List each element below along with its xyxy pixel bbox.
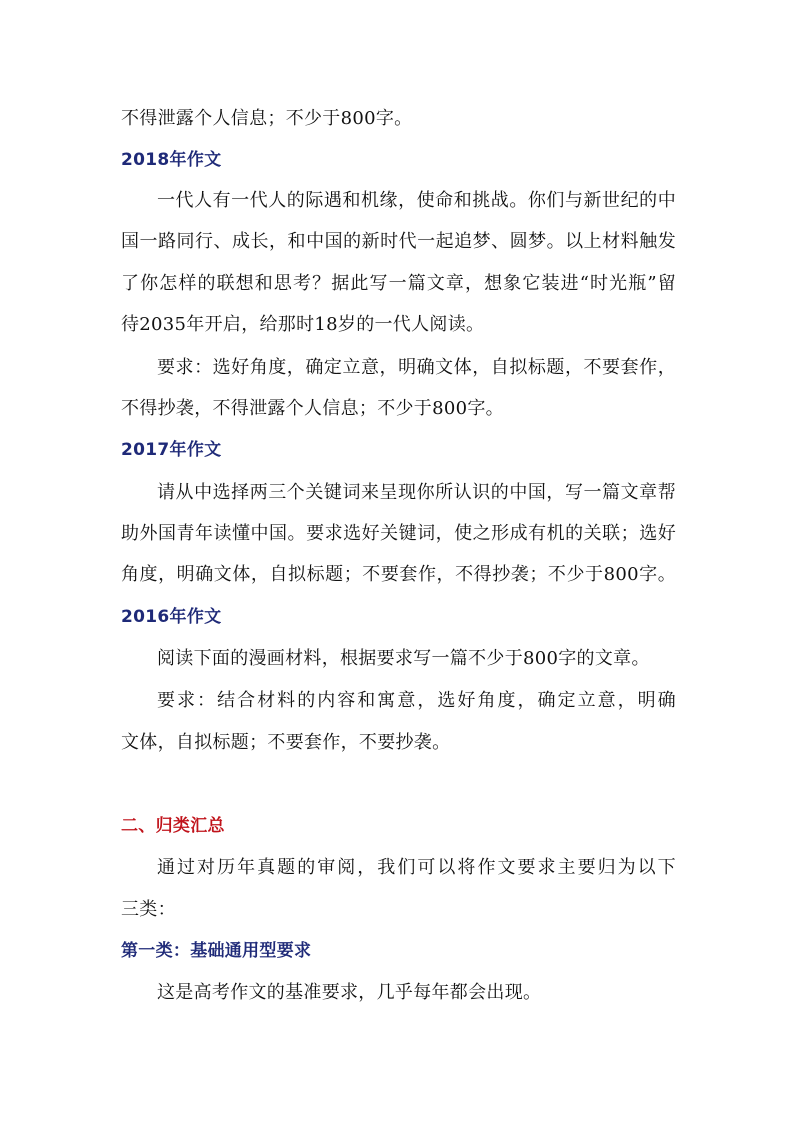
heading-2018-essay: 2018年作文 [121,150,222,170]
paragraph-line: 要求：结合材料的内容和寓意，选好角度，确定立意，明确 [157,690,676,711]
paragraph-line: 了你怎样的联想和思考？据此写一篇文章，想象它装进“时光瓶”留 [121,273,676,294]
paragraph-line: 三类： [121,899,176,920]
paragraph-line: 待2035年开启，给那时18岁的一代人阅读。 [121,314,485,335]
paragraph-line: 一代人有一代人的际遇和机缘，使命和挑战。你们与新世纪的中 [157,190,676,211]
heading-2017-essay: 2017年作文 [121,440,222,460]
paragraph-line: 助外国青年读懂中国。要求选好关键词，使之形成有机的关联；选好 [121,523,676,544]
paragraph-line: 请从中选择两三个关键词来呈现你所认识的中国，写一篇文章帮 [157,482,676,503]
section-heading-classification: 二、归类汇总 [121,816,225,836]
paragraph-line: 这是高考作文的基准要求，几乎每年都会出现。 [157,982,542,1003]
paragraph-line: 角度，明确文体，自拟标题；不要套作，不得抄袭；不少于800字。 [121,564,676,585]
paragraph-line: 不得抄袭，不得泄露个人信息；不少于800字。 [121,398,504,419]
paragraph-line: 通过对历年真题的审阅，我们可以将作文要求主要归为以下 [157,857,676,878]
paragraph-line: 不得泄露个人信息；不少于800字。 [121,108,413,129]
paragraph-line: 国一路同行、成长，和中国的新时代一起追梦、圆梦。以上材料触发 [121,231,676,252]
heading-2016-essay: 2016年作文 [121,607,222,627]
paragraph-line: 要求：选好角度，确定立意，明确文体，自拟标题，不要套作， [157,357,676,378]
subheading-type-one: 第一类：基础通用型要求 [121,941,312,961]
paragraph-line: 文体，自拟标题；不要套作，不要抄袭。 [121,732,451,753]
paragraph-line: 阅读下面的漫画材料，根据要求写一篇不少于800字的文章。 [157,648,650,669]
